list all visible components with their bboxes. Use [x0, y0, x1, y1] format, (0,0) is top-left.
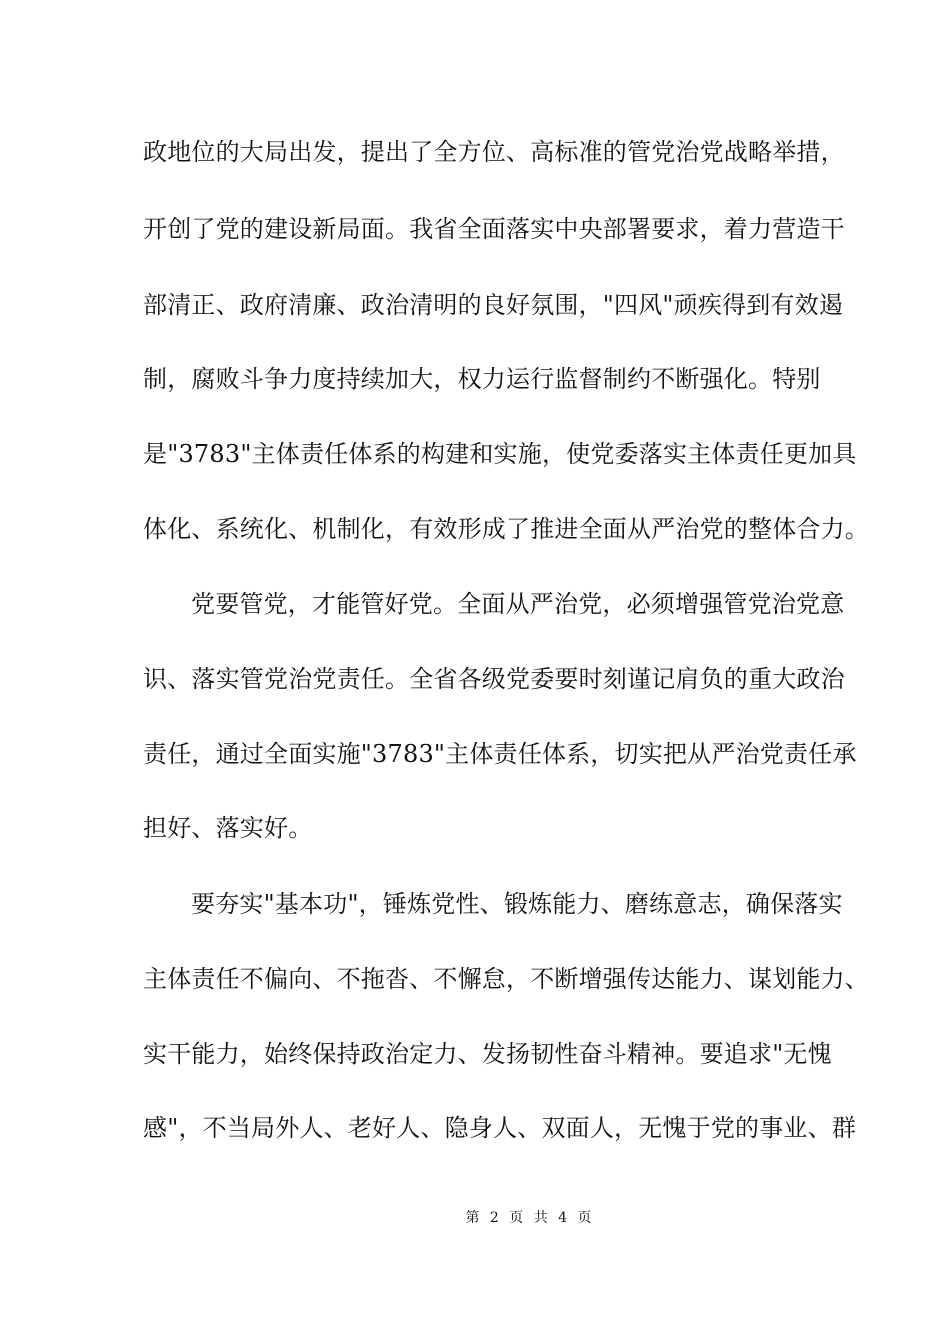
paragraph-start-line: 党要管党，才能管好党。全面从严治党，必须增强管党治党意 [191, 590, 845, 618]
paragraph-start-line: 要夯实"基本功"，锤炼党性、锻炼能力、磨练意志，确保落实 [191, 890, 843, 918]
text-line: 是"3783"主体责任体系的构建和实施，使党委落实主体责任更加具 [143, 440, 857, 468]
text-line: 责任，通过全面实施"3783"主体责任体系，切实把从严治党责任承 [143, 740, 857, 768]
text-line: 开创了党的建设新局面。我省全面落实中央部署要求，着力营造干 [143, 215, 845, 243]
text-line: 政地位的大局出发，提出了全方位、高标准的管党治党战略举措， [143, 138, 845, 166]
text-line: 识、落实管党治党责任。全省各级党委要时刻谨记肩负的重大政治 [143, 665, 845, 693]
text-line: 担好、落实好。 [143, 814, 313, 842]
text-line: 实干能力，始终保持政治定力、发扬韧性奋斗精神。要追求"无愧 [143, 1040, 832, 1068]
text-line: 部清正、政府清廉、政治清明的良好氛围，"四风"顽疾得到有效遏 [143, 291, 844, 319]
page-number-footer: 第 2 页 共 4 页 [465, 1210, 595, 1226]
text-line: 体化、系统化、机制化，有效形成了推进全面从严治党的整体合力。 [143, 515, 869, 543]
text-line: 主体责任不偏向、不拖沓、不懈怠，不断增强传达能力、谋划能力、 [143, 965, 869, 993]
text-line: 制，腐败斗争力度持续加大，权力运行监督制约不断强化。特别 [143, 365, 821, 393]
text-line: 感"，不当局外人、老好人、隐身人、双面人，无愧于党的事业、群 [143, 1114, 857, 1142]
